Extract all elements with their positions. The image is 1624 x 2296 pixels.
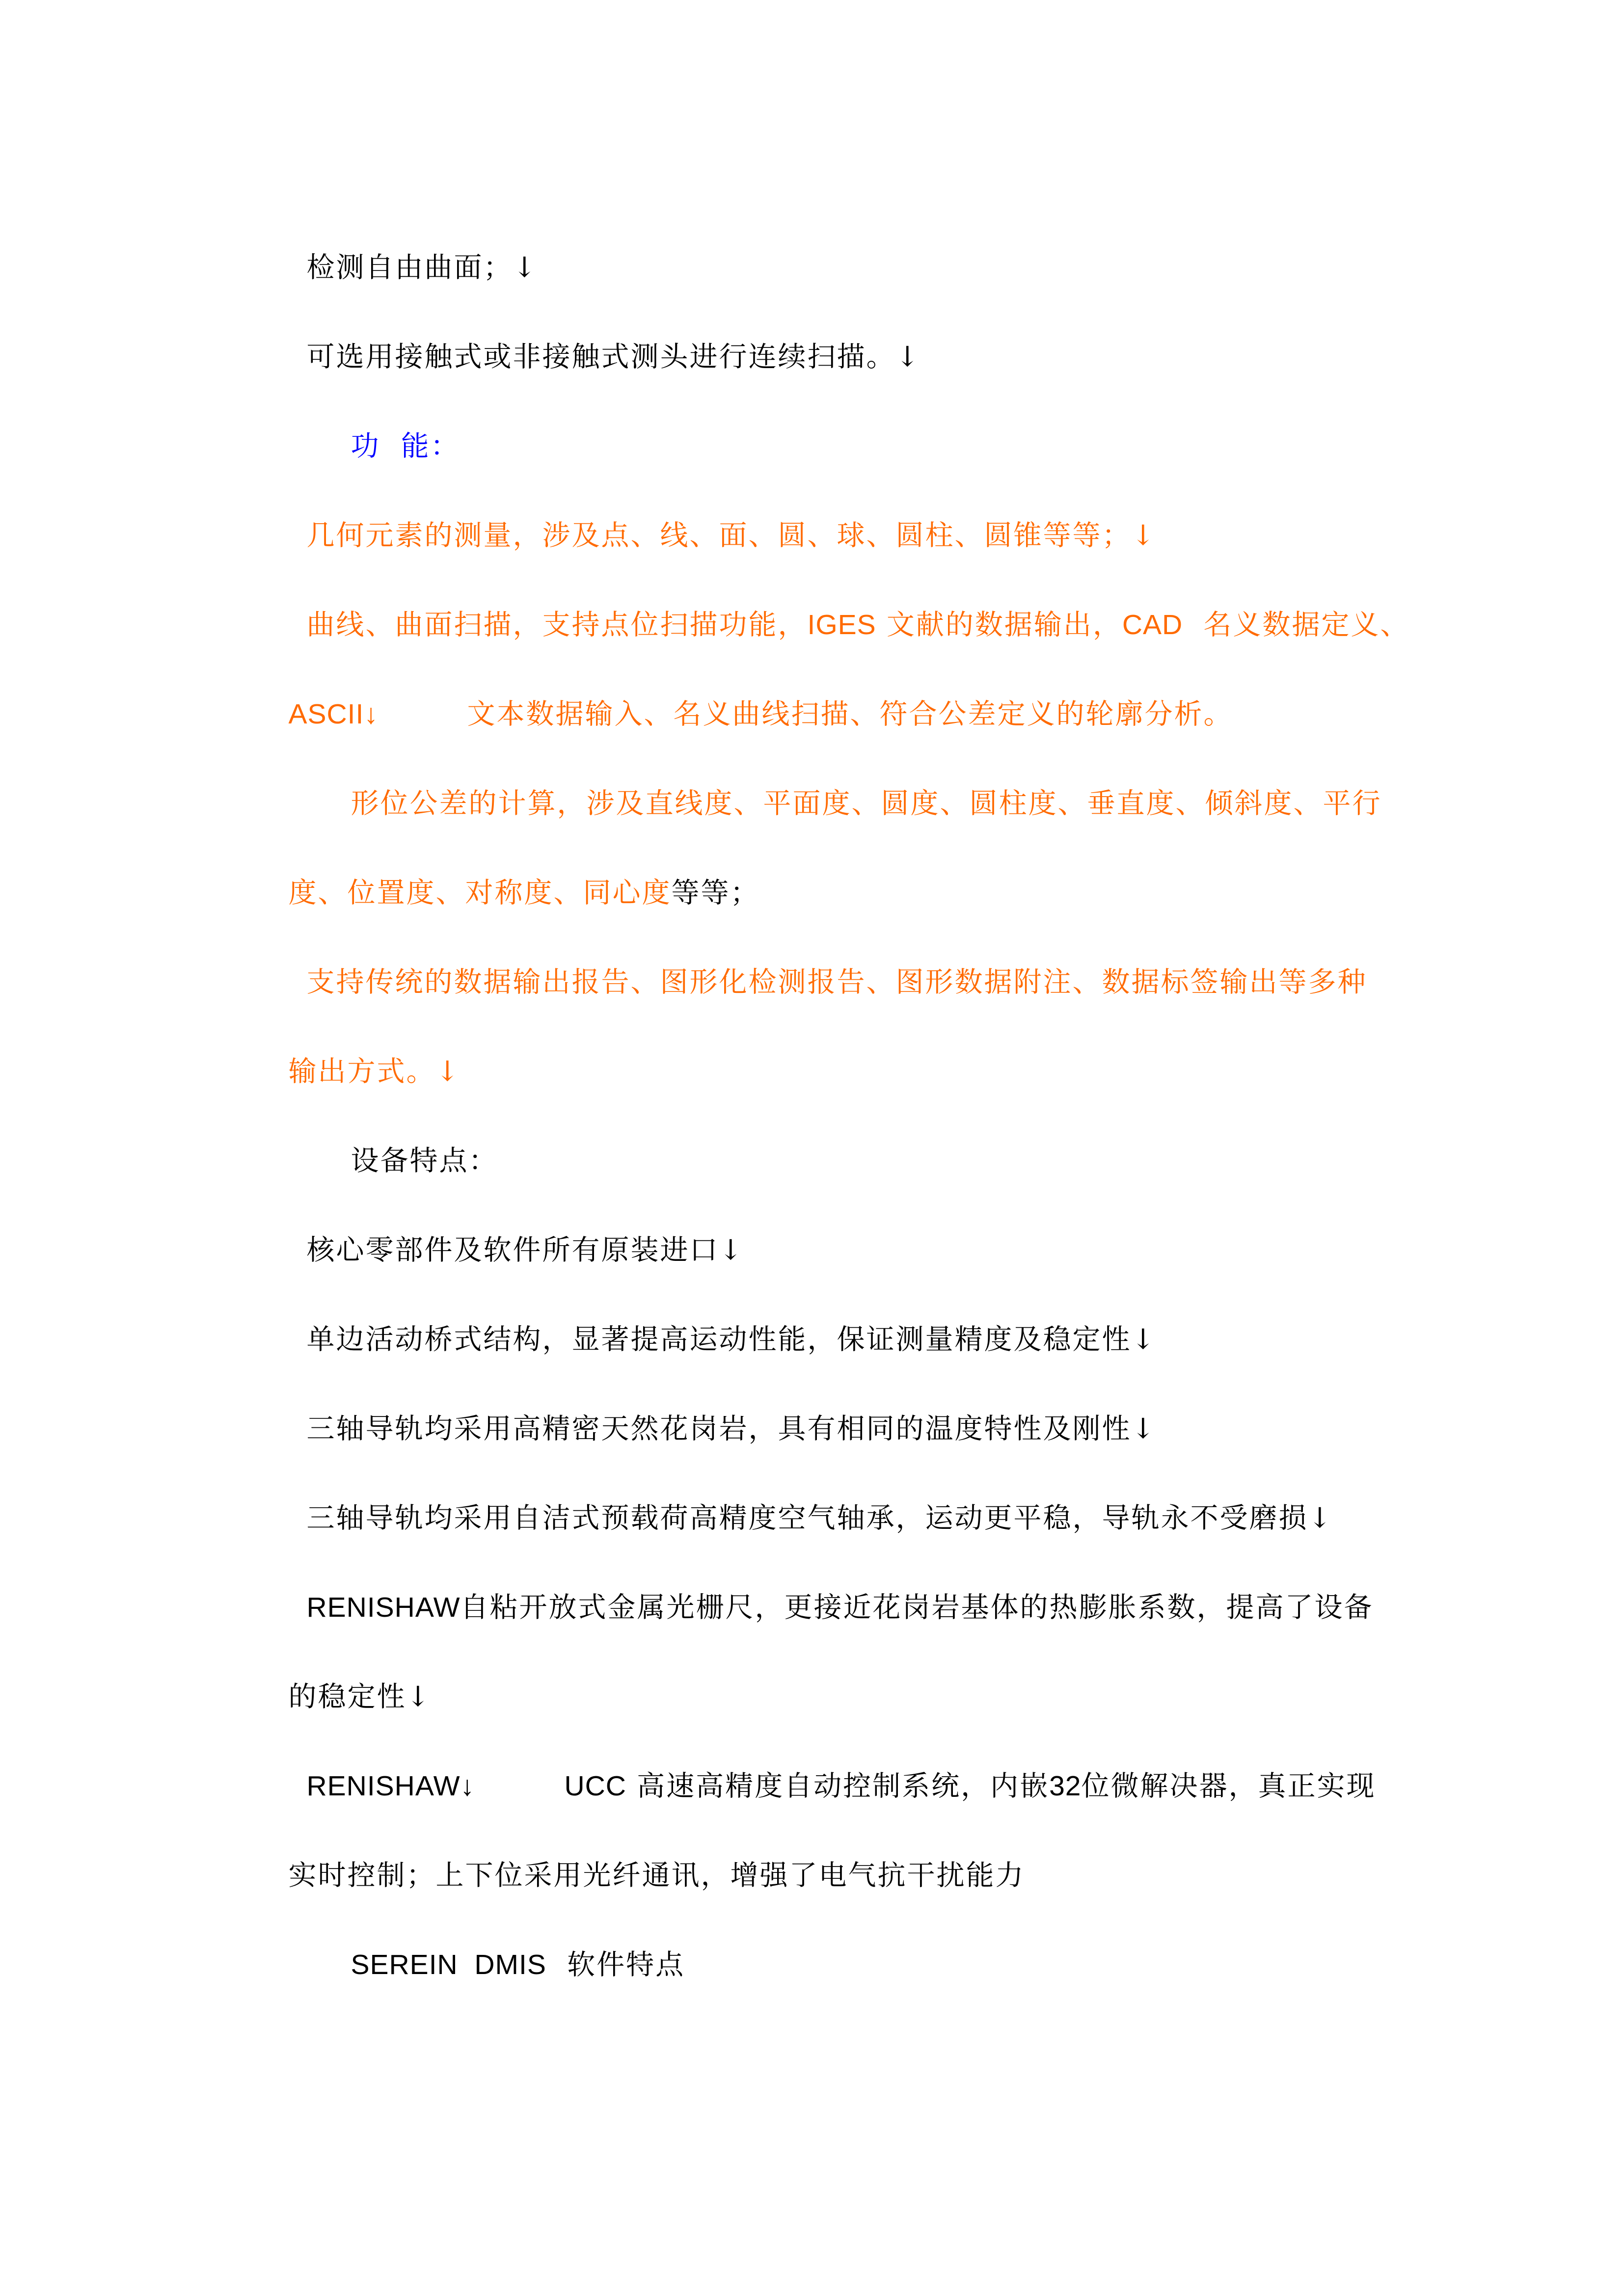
line-18-ucc: UCC xyxy=(564,1770,626,1802)
line-4-text: 几何元素的测量，涉及点、线、面、圆、球、圆柱、圆锥等等；↓ xyxy=(306,519,1157,552)
line-8-text-orange: 度、位置度、对称度、同心度 xyxy=(288,877,672,909)
software-heading-latin: SEREIN DMIS xyxy=(351,1949,546,1980)
text-line-17 xyxy=(247,1655,431,1739)
section-heading-software xyxy=(309,1923,685,2007)
text-line-14 xyxy=(265,1387,1156,1471)
text-line-6-continued xyxy=(426,672,1233,756)
line-5-iges: IGES xyxy=(807,609,876,641)
text-line-7 xyxy=(309,762,1381,846)
line-14-text: 三轴导轨均采用高精密天然花岗岩，具有相同的温度特性及刚性↓ xyxy=(306,1413,1157,1445)
text-line-6 xyxy=(247,672,379,756)
line-16-renishaw: RENISHAW xyxy=(306,1592,460,1623)
line-5-part-e: 名义数据定义、 xyxy=(1183,609,1410,641)
text-line-4 xyxy=(265,494,1156,578)
line-12-text: 核心零部件及软件所有原装进口↓ xyxy=(306,1234,744,1266)
line-8-text-black: 等等； xyxy=(671,877,760,909)
text-line-5 xyxy=(265,583,1409,667)
line-19-text: 实时控制；上下位采用光纤通讯，增强了电气抗干扰能力 xyxy=(288,1859,1025,1892)
line-5-part-a: 曲线、曲面扫描，支持点位扫描功能， xyxy=(306,609,808,641)
features-heading-text: 设备特点： xyxy=(351,1145,498,1177)
line-15-text: 三轴导轨均采用自洁式预载荷高精度空气轴承，运动更平稳，导轨永不受磨损↓ xyxy=(306,1502,1333,1534)
section-heading-features xyxy=(309,1119,498,1203)
software-heading-text: 软件特点 xyxy=(546,1949,685,1981)
line-6-text: 文本数据输入、名义曲线扫描、符合公差定义的轮廓分析。 xyxy=(467,698,1233,730)
line-16-text: 自粘开放式金属光栅尺，更接近花岗岩基体的热膨胀系数，提高了设备 xyxy=(460,1591,1374,1624)
text-line-2 xyxy=(265,315,920,399)
line-2-text: 可选用接触式或非接触式测头进行连续扫描。↓ xyxy=(306,341,921,373)
text-line-12 xyxy=(265,1208,744,1292)
line-5-part-c: 文献的数据输出， xyxy=(876,609,1122,641)
functions-heading-text: 功 能： xyxy=(351,430,460,462)
line-5-cad: CAD xyxy=(1122,609,1183,641)
text-line-18 xyxy=(265,1744,475,1828)
line-9-text: 支持传统的数据输出报告、图形化检测报告、图形数据附注、数据标签输出等多种 xyxy=(306,966,1367,998)
section-heading-functions xyxy=(309,404,460,488)
line-18-renishaw: RENISHAW↓ xyxy=(306,1770,475,1802)
text-line-16 xyxy=(265,1566,1374,1650)
text-line-19 xyxy=(247,1834,1025,1918)
line-13-text: 单边活动桥式结构，显著提高运动性能，保证测量精度及稳定性↓ xyxy=(306,1323,1157,1356)
text-line-8 xyxy=(247,851,759,935)
text-line-13 xyxy=(265,1298,1156,1382)
line-7-text: 形位公差的计算，涉及直线度、平面度、圆度、圆柱度、垂直度、倾斜度、平行 xyxy=(351,787,1382,820)
line-18-text-a: 高速高精度自动控制系统，内嵌 xyxy=(626,1770,1050,1802)
line-1-text: 检测自由曲面；↓ xyxy=(306,251,538,284)
text-line-1 xyxy=(265,226,538,310)
text-line-18-continued xyxy=(523,1744,1376,1828)
line-18-32: 32 xyxy=(1049,1770,1082,1802)
text-line-15 xyxy=(265,1476,1333,1560)
line-17-text: 的稳定性↓ xyxy=(288,1681,432,1713)
text-line-10 xyxy=(247,1030,460,1114)
line-18-text-b: 位微解决器，真正实现 xyxy=(1081,1770,1376,1802)
line-6-ascii: ASCII↓ xyxy=(288,698,379,730)
line-10-text: 输出方式。↓ xyxy=(288,1055,461,1088)
text-line-9 xyxy=(265,940,1367,1024)
